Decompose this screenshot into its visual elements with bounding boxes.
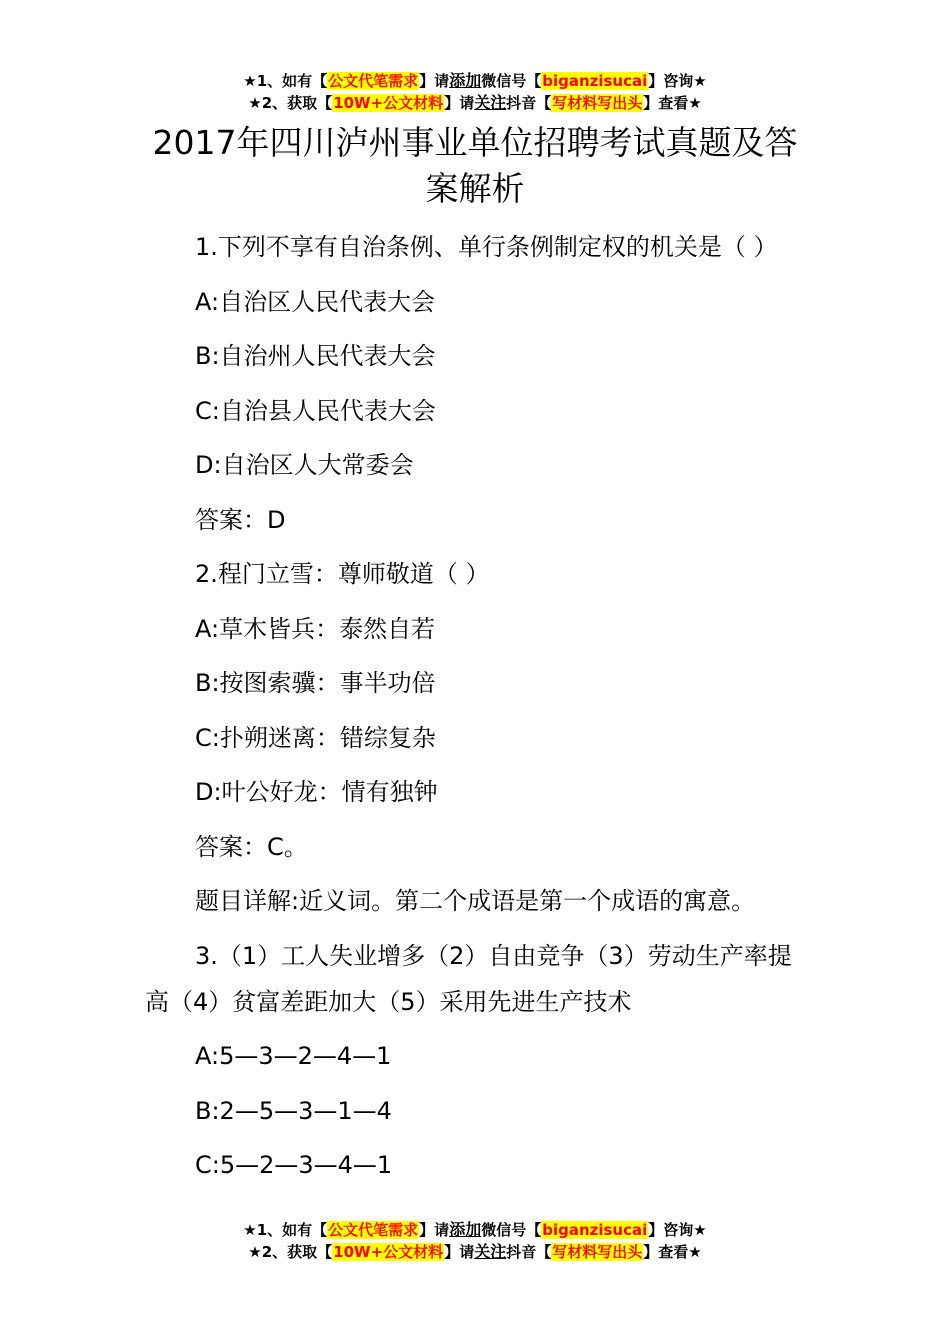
banner-text: ★1、如有【 bbox=[243, 72, 328, 90]
banner-text: 】查看★ bbox=[643, 94, 702, 112]
banner-text: 抖音【 bbox=[506, 94, 552, 112]
option-b: B:按图索骥：事半功倍 bbox=[195, 669, 436, 697]
banner-text: 抖音【 bbox=[506, 1243, 552, 1261]
banner-line-2 bbox=[0, 1241, 950, 1263]
option-a: A:自治区人民代表大会 bbox=[195, 287, 436, 316]
banner-text: 】请 bbox=[419, 72, 450, 90]
option-c: C:5—2—3—4—1 bbox=[195, 1151, 393, 1179]
option-d: D:自治区人大常委会 bbox=[195, 451, 414, 479]
banner-text: 】请 bbox=[444, 1243, 475, 1261]
question-3: 3.（1）工人失业增多（2）自由竞争（3）劳动生产率提高（4）贫富差距加大（5）采用先进生产技术 bbox=[145, 941, 792, 1016]
banner-highlight: 公文代笔需求 bbox=[328, 1221, 419, 1239]
question-2: 2.程门立雪：尊师敬道（ ） bbox=[195, 560, 490, 588]
banner-text: 】请 bbox=[419, 1221, 450, 1239]
option-a: A:草木皆兵：泰然自若 bbox=[195, 614, 436, 643]
option-a: A:5—3—2—4—1 bbox=[195, 1042, 392, 1070]
banner-highlight: biganzisucai bbox=[542, 72, 648, 90]
banner-line-1 bbox=[0, 70, 950, 92]
banner-text: 】请 bbox=[444, 94, 475, 112]
banner-underlined: 添加 bbox=[449, 1220, 482, 1239]
option-c: C:扑朔迷离：错综复杂 bbox=[195, 723, 436, 752]
banner-text: 】咨询★ bbox=[648, 1221, 707, 1239]
banner-highlight: biganzisucai bbox=[542, 1221, 648, 1239]
answer: 答案：C。 bbox=[195, 832, 308, 861]
option-b: B:2—5—3—1—4 bbox=[195, 1096, 392, 1125]
banner-text: ★2、获取【 bbox=[248, 1243, 333, 1261]
document-title: 2017年四川泸州事业单位招聘考试真题及答案解析 bbox=[152, 123, 798, 208]
document-body bbox=[145, 224, 815, 1197]
banner-text: 微信号【 bbox=[481, 1221, 542, 1239]
answer: 答案：D bbox=[195, 505, 286, 534]
banner-highlight: 10W+公文材料 bbox=[333, 94, 444, 112]
header-banner bbox=[0, 70, 950, 114]
option-c: C:自治县人民代表大会 bbox=[195, 396, 436, 425]
banner-underlined: 添加 bbox=[449, 71, 482, 90]
footer-banner bbox=[0, 1219, 950, 1263]
banner-highlight: 写材料写出头 bbox=[552, 94, 643, 112]
option-d: D:叶公好龙：情有独钟 bbox=[195, 778, 438, 806]
question-1: 1.下列不享有自治条例、单行条例制定权的机关是（ ） bbox=[195, 233, 778, 261]
banner-text: ★2、获取【 bbox=[248, 94, 333, 112]
banner-highlight: 写材料写出头 bbox=[552, 1243, 643, 1261]
banner-highlight: 10W+公文材料 bbox=[333, 1243, 444, 1261]
banner-highlight: 公文代笔需求 bbox=[328, 72, 419, 90]
banner-text: 微信号【 bbox=[481, 72, 542, 90]
banner-text: ★1、如有【 bbox=[243, 1221, 328, 1239]
banner-line-1 bbox=[0, 1219, 950, 1241]
explanation: 题目详解:近义词。第二个成语是第一个成语的寓意。 bbox=[195, 887, 756, 915]
banner-underlined: 关注 bbox=[474, 1242, 507, 1261]
banner-text: 】查看★ bbox=[643, 1243, 702, 1261]
option-b: B:自治州人民代表大会 bbox=[195, 342, 436, 370]
banner-line-2 bbox=[0, 92, 950, 114]
banner-underlined: 关注 bbox=[474, 93, 507, 112]
banner-text: 】咨询★ bbox=[648, 72, 707, 90]
